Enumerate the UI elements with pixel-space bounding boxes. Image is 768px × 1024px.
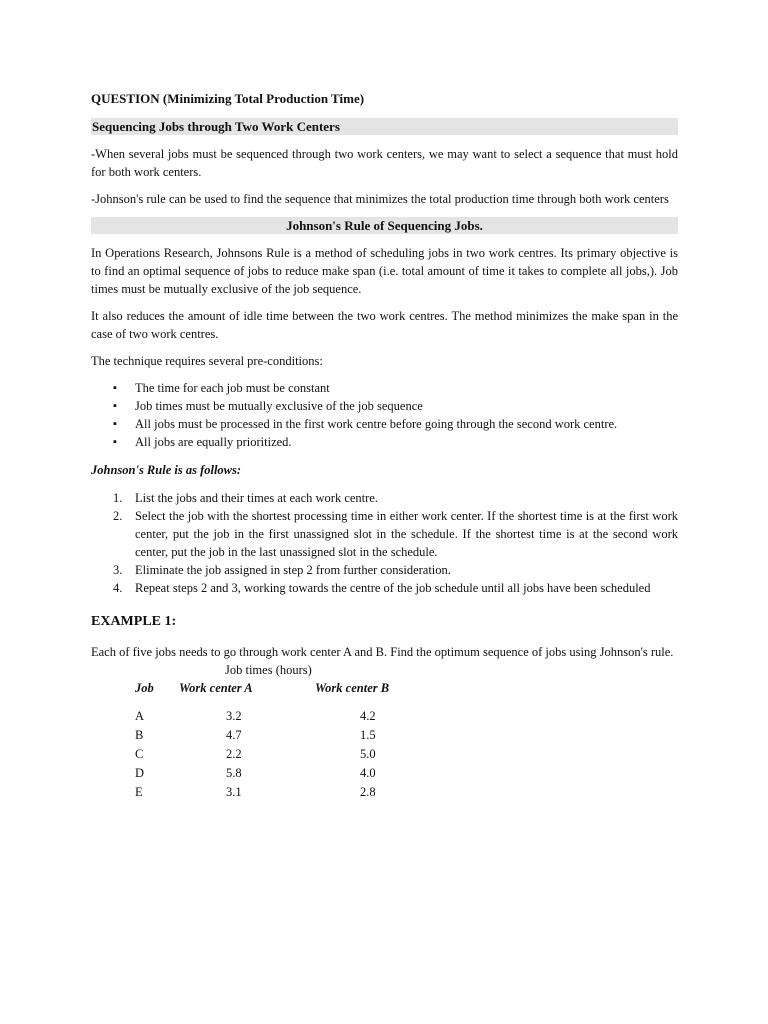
table-caption-text: Job times (hours) <box>225 663 312 677</box>
paragraph: It also reduces the amount of idle time between the two work centres. The method minimizes the make span in the case of two work centres. <box>91 309 678 341</box>
step-number: 4. <box>113 581 123 595</box>
paragraph: -When several jobs must be sequenced through two work centers, we may want to select a sequence that must hold for both work centers. <box>91 147 678 179</box>
paragraph: -Johnson's rule can be used to find the sequence that minimizes the total production time through both work centers <box>91 192 669 206</box>
table-cell: B <box>135 727 144 742</box>
step-text: Eliminate the job assigned in step 2 from further consideration. <box>135 563 451 577</box>
paragraph: In Operations Research, Johnsons Rule is a method of scheduling jobs in two work centres. Its primary objective is to find an optimal sequence of jobs to reduce make span (i.e. total amount of time it takes to complete all jobs,). Job times must be mutually exclusive of the job sequence. <box>91 246 678 296</box>
table-cell: 3.1 <box>226 784 242 799</box>
section-heading-johnsons-rule: Johnson's Rule of Sequencing Jobs. <box>91 217 678 234</box>
table-cell: 5.0 <box>360 746 376 761</box>
table-cell: 2.8 <box>360 784 376 799</box>
list-item <box>91 507 678 561</box>
step-text: Repeat steps 2 and 3, working towards the centre of the job schedule until all jobs have been scheduled <box>135 581 651 595</box>
table-row <box>135 782 435 801</box>
table-cell: E <box>135 784 143 799</box>
step-number: 1. <box>113 491 123 505</box>
table-cell: 4.7 <box>226 727 242 742</box>
table-cell: 1.5 <box>360 727 376 742</box>
step-number: 2. <box>113 509 123 523</box>
table-cell: C <box>135 746 144 761</box>
table-cell: 4.0 <box>360 765 376 780</box>
table-cell: D <box>135 765 145 780</box>
table-row <box>135 725 435 744</box>
table-caption <box>91 661 678 679</box>
table-cell: A <box>135 708 145 723</box>
table-cell: 4.2 <box>360 708 376 723</box>
column-header-work-center-b: Work center B <box>315 681 390 695</box>
step-text: Select the job with the shortest processing time in either work center. If the shortest time is at the first work center, put the job in the first unassigned slot in the schedule. If the shortest time is at the second work center, put the job in the last unassigned slot in the schedule. <box>135 509 678 559</box>
paragraph: The technique requires several pre-conditions: <box>91 354 323 368</box>
list-item: ▪ All jobs must be processed in the first work centre before going through the second work centre. <box>91 415 678 433</box>
example-heading: EXAMPLE 1: <box>91 614 177 629</box>
table-cell: 5.8 <box>226 765 242 780</box>
list-item <box>91 561 678 579</box>
example-text: Each of five jobs needs to go through work center A and B. Find the optimum sequence of jobs using Johnson's rule. <box>91 645 674 659</box>
table-spacer <box>135 697 435 706</box>
table-cell: 2.2 <box>226 746 242 761</box>
table-cell: 3.2 <box>226 708 242 723</box>
table-header-row <box>135 679 435 697</box>
list-item <box>91 579 678 597</box>
list-item: ▪ The time for each job must be constant <box>91 379 678 397</box>
document-content <box>91 90 678 801</box>
list-item <box>91 489 678 507</box>
list-item: ▪ All jobs are equally prioritized. <box>91 433 678 451</box>
list-item: ▪ Job times must be mutually exclusive of the job sequence <box>91 397 678 415</box>
rule-steps-list <box>91 489 678 597</box>
column-header-job: Job <box>135 681 154 695</box>
rule-subheading: Johnson's Rule is as follows: <box>91 463 242 477</box>
column-header-work-center-a: Work center A <box>179 681 253 695</box>
question-title: QUESTION (Minimizing Total Production Time) <box>91 91 365 106</box>
job-times-table <box>135 679 435 801</box>
section-heading-sequencing: Sequencing Jobs through Two Work Centers <box>91 118 678 135</box>
step-number: 3. <box>113 563 123 577</box>
table-row <box>135 706 435 725</box>
table-row <box>135 744 435 763</box>
step-text: List the jobs and their times at each work centre. <box>135 491 378 505</box>
table-row <box>135 763 435 782</box>
preconditions-list <box>91 379 678 451</box>
